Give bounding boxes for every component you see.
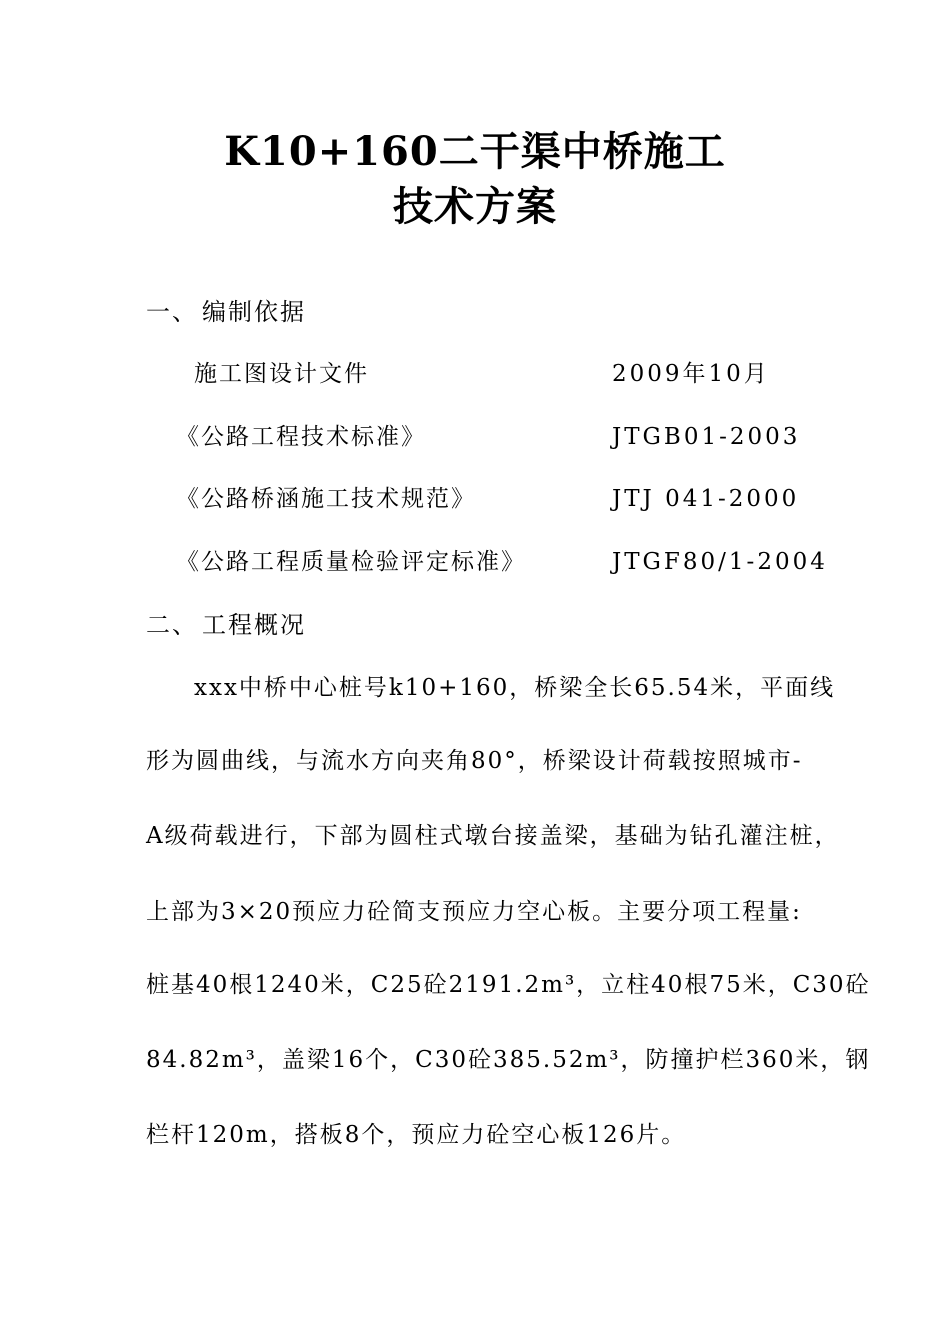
section-2-number: 二、 xyxy=(146,611,198,639)
reference-code: JTJ 041-2000 xyxy=(612,486,800,512)
reference-name: 《公路工程质量检验评定标准》 xyxy=(176,549,526,575)
paragraph-line: 84.82m³，盖梁16个，C30砼385.52m³，防撞护栏360米，钢 xyxy=(146,1047,871,1073)
reference-name: 《公路工程技术标准》 xyxy=(176,424,426,450)
paragraph-line: 桩基40根1240米，C25砼2191.2m³，立柱40根75米，C30砼 xyxy=(146,972,871,998)
paragraph-line: 形为圆曲线，与流水方向夹角80°，桥梁设计荷载按照城市- xyxy=(146,748,803,774)
reference-row xyxy=(0,359,950,389)
reference-code: JTGF80/1-2004 xyxy=(612,549,828,575)
reference-row xyxy=(0,422,950,452)
reference-code: 2009年10月 xyxy=(612,361,770,387)
section-2-heading xyxy=(146,610,306,640)
reference-name: 《公路桥涵施工技术规范》 xyxy=(176,486,476,512)
paragraph-line: 栏杆120m，搭板8个，预应力砼空心板126片。 xyxy=(146,1122,687,1148)
section-1-number: 一、 xyxy=(146,298,198,326)
reference-code: JTGB01-2003 xyxy=(612,424,801,450)
reference-name: 施工图设计文件 xyxy=(194,361,369,387)
section-2-title: 工程概况 xyxy=(202,611,306,639)
section-1-heading xyxy=(146,297,306,327)
reference-row xyxy=(0,547,950,577)
paragraph-line: A级荷载进行，下部为圆柱式墩台接盖梁，基础为钻孔灌注桩， xyxy=(146,823,840,849)
section-1-title: 编制依据 xyxy=(202,298,306,326)
paragraph-line: 上部为3×20预应力砼简支预应力空心板。主要分项工程量: xyxy=(146,899,802,925)
paragraph-line: xxx中桥中心桩号k10+160，桥梁全长65.54米，平面线 xyxy=(194,675,836,701)
reference-row xyxy=(0,484,950,514)
document-title-line-1: K10+160二干渠中桥施工 xyxy=(224,128,726,175)
document-title-line-2: 技术方案 xyxy=(393,183,557,230)
